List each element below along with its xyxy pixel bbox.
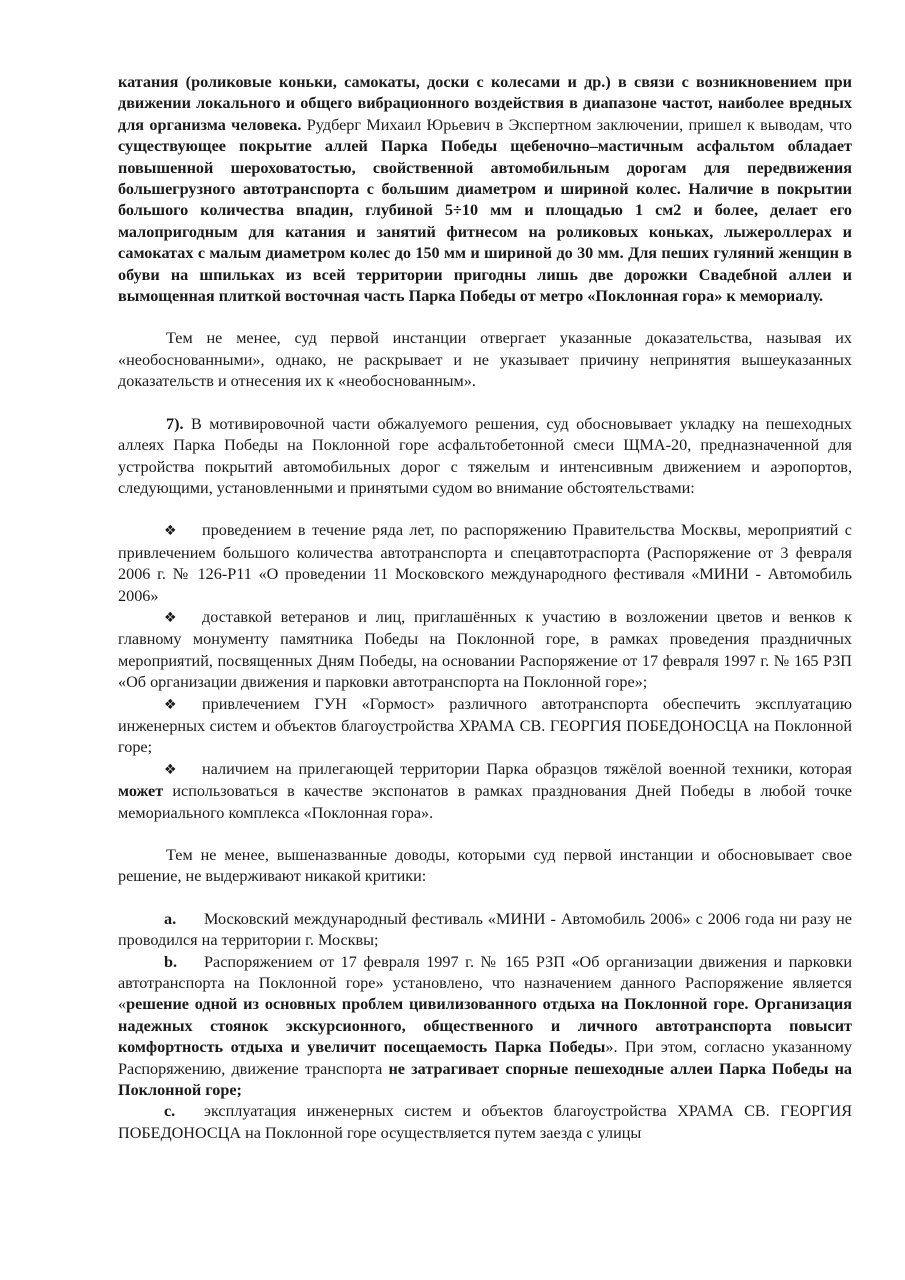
bold-text: решение одной из основных проблем цивилизованного отдыха на Поклонной горе. Организация надежных стоянок экскурсионного, общественного и личного автотранспорта повысит комфортность отдыха и увеличит посещаемость Парка Победы (118, 995, 852, 1057)
text: наличием на прилегающей территории Парка образцов тяжёлой военной техники, которая (202, 759, 852, 778)
lettered-item (118, 909, 852, 952)
bullet-item (118, 520, 852, 607)
text: Тем не менее, вышеназванные доводы, которыми суд первой инстанции и обосновывает свое решение, не выдерживают никакой критики: (118, 846, 852, 886)
bullet-icon: ❖ (164, 609, 177, 626)
paragraph (118, 414, 852, 500)
bullet-icon: ❖ (164, 696, 177, 713)
lettered-item (118, 1101, 852, 1144)
text: доставкой ветеранов и лиц, приглашённых к участию в возложении цветов и венков к главному монументу памятника Победы на Поклонной горе, в рамках проведения праздничных мероприятий, посвященных Дням Победы, на основании Распоряжение от 17 февраля 1997 г. № 165 РЗП «Об организации движения и парковки автотранспорта на Поклонной горе»; (118, 607, 852, 692)
bullet-icon: ❖ (164, 523, 177, 540)
bold-text: может (118, 782, 164, 801)
text: проведением в течение ряда лет, по распоряжению Правительства Москвы, мероприятий с привлечением большого количества автотранспорта и спецавтотраспорта (Распоряжение от 3 февраля 2006 г. № 126-Р11 «О проведении 11 Московского международного фестиваля «МИНИ - Автомобиль 2006» (118, 521, 852, 605)
text: Распоряжением от 17 февраля 1997 г. № 165 РЗП «Об организации движения и парковки автотранспорта на Поклонной горе» установлено, что назначением данного Распоряжение является « (118, 952, 852, 1014)
document-page (118, 72, 852, 1144)
text: Тем не менее, суд первой инстанции отвергает указанные доказательства, называя их «необоснованными», однако, не раскрывает и не указывает причину непринятия вышеуказанных доказательств и отнесения их к «необоснованным». (118, 329, 852, 391)
bullet-item (118, 607, 852, 694)
bold-text: катания (роликовые коньки, самокаты, доски с колесами и др.) в связи с возникновением при движении локального и общего вибрационного воздействия в диапазоне частот, наиболее вредных для организма человека. (118, 73, 852, 134)
text: В мотивировочной части обжалуемого решения, суд обосновывает укладку на пешеходных аллеях Парка Победы на Поклонной горе асфальтобетонной смеси ЩМА-20, предназначенной для устройства покрытий автомобильных дорог с тяжелым и интенсивным движением и аэропортов, следующими, установленными и принятыми судом во внимание обстоятельствами: (118, 414, 852, 497)
text: использоваться в качестве экспонатов в рамках празднования Дней Победы в любой точке мемориального комплекса «Поклонная гора». (118, 782, 852, 822)
bullet-item (118, 759, 852, 824)
text: эксплуатация инженерных систем и объектов благоустройства ХРАМА СВ. ГЕОРГИЯ ПОБЕДОНОСЦА на Поклонной горе осуществляется путем заезда с улицы (118, 1102, 852, 1142)
text: привлечением ГУН «Гормост» различного автотранспорта обеспечить эксплуатацию инженерных систем и объектов благоустройства ХРАМА СВ. ГЕОРГИЯ ПОБЕДОНОСЦА на Поклонной горе; (118, 694, 852, 757)
item-letter: a. (164, 909, 177, 928)
bold-text: 7). (166, 414, 184, 433)
text: Московский международный фестиваль «МИНИ - Автомобиль 2006» с 2006 года ни разу не проводился на территории г. Москвы; (118, 909, 852, 950)
bold-text: не затрагивает спорные пешеходные аллеи Парка Победы на Поклонной горе; (118, 1059, 852, 1100)
text: ». При этом, согласно указанному Распоряжению, движение транспорта (118, 1038, 853, 1078)
text: Рудберг Михаил Юрьевич в Экспертном заключении, пришел к выводам, что (301, 115, 852, 134)
item-letter: c. (164, 1102, 176, 1121)
paragraph (118, 72, 852, 307)
paragraph (118, 845, 852, 888)
bullet-item (118, 694, 852, 759)
lettered-item (118, 952, 852, 1102)
bullet-icon: ❖ (164, 761, 177, 778)
paragraph (118, 328, 852, 392)
bold-text: существующее покрытие аллей Парка Победы щебеночно–мастичным асфальтом обладает повышенной шероховатостью, свойственной автомобильным дорогам для передвижения большегрузного автотранспорта с большим диаметром и шириной колес. Наличие в покрытии большого количества впадин, глубиной 5÷10 мм и площадью 1 см2 и более, делает его малопригодным для катания и занятий фитнесом на роликовых коньках, лыжероллерах и самокатах с малым диаметром колес до 150 мм и шириной до 30 мм. Для пеших гуляний женщин в обуви на шпильках из всей территории пригодны лишь две дорожки Свадебной аллеи и вымощенная плиткой восточная часть Парка Победы от метро «Поклонная гора» к мемориалу. (118, 137, 852, 306)
item-letter: b. (164, 952, 178, 971)
